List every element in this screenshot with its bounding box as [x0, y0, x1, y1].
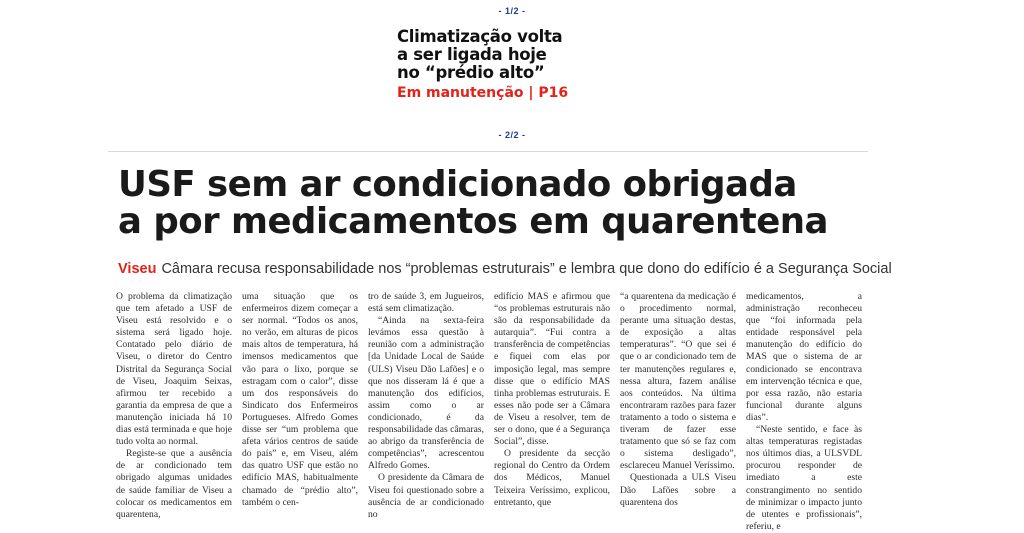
headline-line: a por medicamentos em quarentena [118, 201, 829, 242]
headline-line: USF sem ar condicionado obrigada [118, 164, 797, 205]
lead-location: Viseu [118, 261, 157, 277]
teaser-title-line: no “prédio alto” [397, 63, 545, 82]
body-paragraph: “Neste sentido, e face às altas temperaturas registadas nos últimos dias, a ULSVDL procurou responder de imediato a este constrangimento no sentido de minimizar o impacto junto de utentes e profissionais”, referiu, e [746, 424, 862, 532]
article-lead [118, 261, 892, 277]
lead-text: Câmara recusa responsabilidade nos “problemas estruturais” e lembra que dono do edifício é a Segurança Social [161, 261, 892, 277]
article-body [116, 291, 866, 532]
body-paragraph: edifício MAS e afirmou que “os problemas estruturais não são da responsabilidade da autarquia”. “Fui contra a transferência de competências e fiquei com elas por imposição legal, mas sempre disse que o edifício MAS tinha problemas estruturais. E esses não pode ser a Câmara de Viseu a resolver, tem de ser o dono, que é a Segurança Social”, disse. [494, 291, 610, 448]
body-paragraph: medicamentos, a administração reconheceu que “foi informada pela entidade responsável pela manutenção do edifício do MAS que o sistema de ar condicionado se encontrava em intervenção técnica e que, por essa razão, não estaria funcional durante alguns dias”. [746, 291, 862, 423]
body-paragraph: uma situação que os enfermeiros dizem começar a ser normal. “Todos os anos, no verão, em alturas de picos mais altos de temperatura, há imensos medicamentos que vão para o lixo, porque se estragam com o calor”, disse um dos responsáveis do Sindicato dos Enfermeiros Portugueses. Alfredo Gomes disse ser “um problema que afeta vários centros de saúde do país” e, em Viseu, além das quatro USF que estão no edifício MAS, habitualmente chamado de “prédio alto”, também o cen- [242, 291, 358, 508]
teaser-title-line: Climatização volta [397, 27, 563, 46]
body-paragraph: “Ainda na sexta-feira levámos essa questão à reunião com a administração [da Unidade Local de Saúde (ULS) Viseu Dão Lafões] e o que nos disseram lá é que a manutenção dos edifícios, assim como o ar condicionado, é da responsabilidade das câmaras, ao abrigo da transferência de competências”, acrescentou Alfredo Gomes. [368, 315, 484, 472]
page-marker-2: - 2/2 - [498, 130, 526, 140]
article-column-3 [368, 291, 484, 520]
body-paragraph: O problema da climatização que tem afetado a USF de Viseu está resolvido e o sistema será ligado hoje. Contatado pelo diário de Viseu, o diretor do Centro Distrital da Segurança Social de Viseu, Joaquim Seixas, afirmou ter recebido a garantia da empresa de que a manutenção iniciada há 10 dias está terminada e que hoje tudo volta ao normal. [116, 291, 232, 448]
page-marker-1: - 1/2 - [498, 6, 526, 16]
body-paragraph: “a quarentena da medicação é o procedimento normal, perante uma situação destas, de exposição a altas temperaturas”. “O que sei é que o ar condicionado tem de ter manutenções regulares e, nessa altura, fazem análise aos conteúdos. Na última encontraram razões para fazer tratamento a todo o sistema e tiveram de fazer esse tratamento que só se faz com o sistema desligado”, esclareceu Manuel Veríssimo. [620, 291, 736, 472]
article-column-6 [746, 291, 862, 532]
teaser-title [397, 28, 597, 82]
body-paragraph: O presidente da Câmara de Viseu foi questionado sobre a ausência de ar condicionado no [368, 472, 484, 520]
article-column-5 [620, 291, 736, 508]
teaser-block [397, 28, 597, 101]
article-column-1 [116, 291, 232, 520]
teaser-subtitle: Em manutenção | P16 [397, 85, 569, 101]
body-paragraph: tro de saúde 3, em Jugueiros, está sem climatização. [368, 291, 484, 315]
body-paragraph: Registe-se que a ausência de ar condicionado tem obrigado algumas unidades de saúde familiar de Viseu a colocar os medicamentos em quarentena, [116, 448, 232, 520]
article-column-2 [242, 291, 358, 508]
article-column-4 [494, 291, 610, 508]
body-paragraph: O presidente da secção regional do Centro da Ordem dos Médicos, Manuel Teixeira Veríssimo, explicou, entretanto, que [494, 448, 610, 508]
body-paragraph: Questionada a ULS Viseu Dão Lafões sobre a quarentena dos [620, 472, 736, 508]
article-headline [118, 166, 858, 240]
teaser-title-line: a ser ligada hoje [397, 45, 547, 64]
